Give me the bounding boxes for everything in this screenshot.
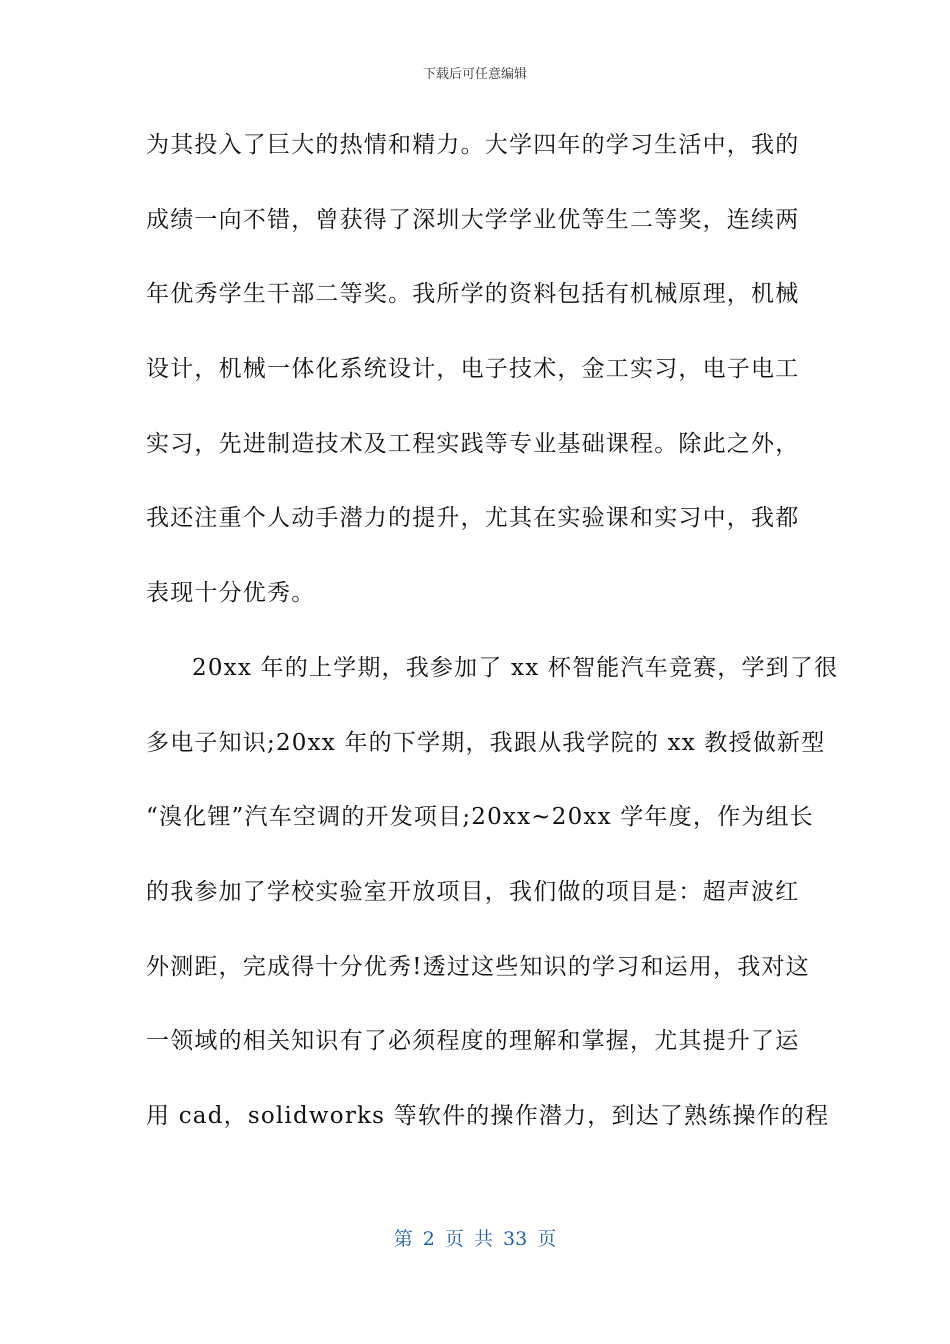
- text-line: 外测距，完成得十分优秀!透过这些知识的学习和运用，我对这: [146, 953, 810, 980]
- document-body: [146, 120, 839, 1166]
- text-line: 设计，机械一体化系统设计，电子技术，金工实习，电子电工: [146, 356, 800, 383]
- text-line: 多电子知识;20xx 年的下学期，我跟从我学院的 xx 教授做新型: [146, 729, 826, 756]
- page-header: 下载后可任意编辑: [422, 67, 527, 82]
- text-line: 用 cad，solidworks 等软件的操作潜力，到达了熟练操作的程: [146, 1102, 830, 1129]
- text-line: 的我参加了学校实验室开放项目，我们做的项目是：超声波红: [146, 878, 800, 905]
- page-number-footer: 第 2 页 共 33 页: [393, 1228, 557, 1250]
- paragraph-start-line: 20xx 年的上学期，我参加了 xx 杯智能汽车竞赛，学到了很: [192, 654, 839, 681]
- text-line: 一领域的相关知识有了必须程度的理解和掌握，尤其提升了运: [146, 1028, 800, 1055]
- text-line: 年优秀学生干部二等奖。我所学的资料包括有机械原理，机械: [146, 281, 800, 308]
- text-line: 表现十分优秀。: [146, 580, 316, 607]
- text-line: 实习，先进制造技术及工程实践等专业基础课程。除此之外，: [146, 430, 800, 457]
- text-line: “溴化锂”汽车空调的开发项目;20xx~20xx 学年度，作为组长: [146, 804, 814, 831]
- text-line: 为其投入了巨大的热情和精力。大学四年的学习生活中，我的: [146, 132, 800, 158]
- text-line: 成绩一向不错，曾获得了深圳大学学业优等生二等奖，连续两: [146, 206, 800, 233]
- text-line: 我还注重个人动手潜力的提升，尤其在实验课和实习中，我都: [146, 505, 800, 532]
